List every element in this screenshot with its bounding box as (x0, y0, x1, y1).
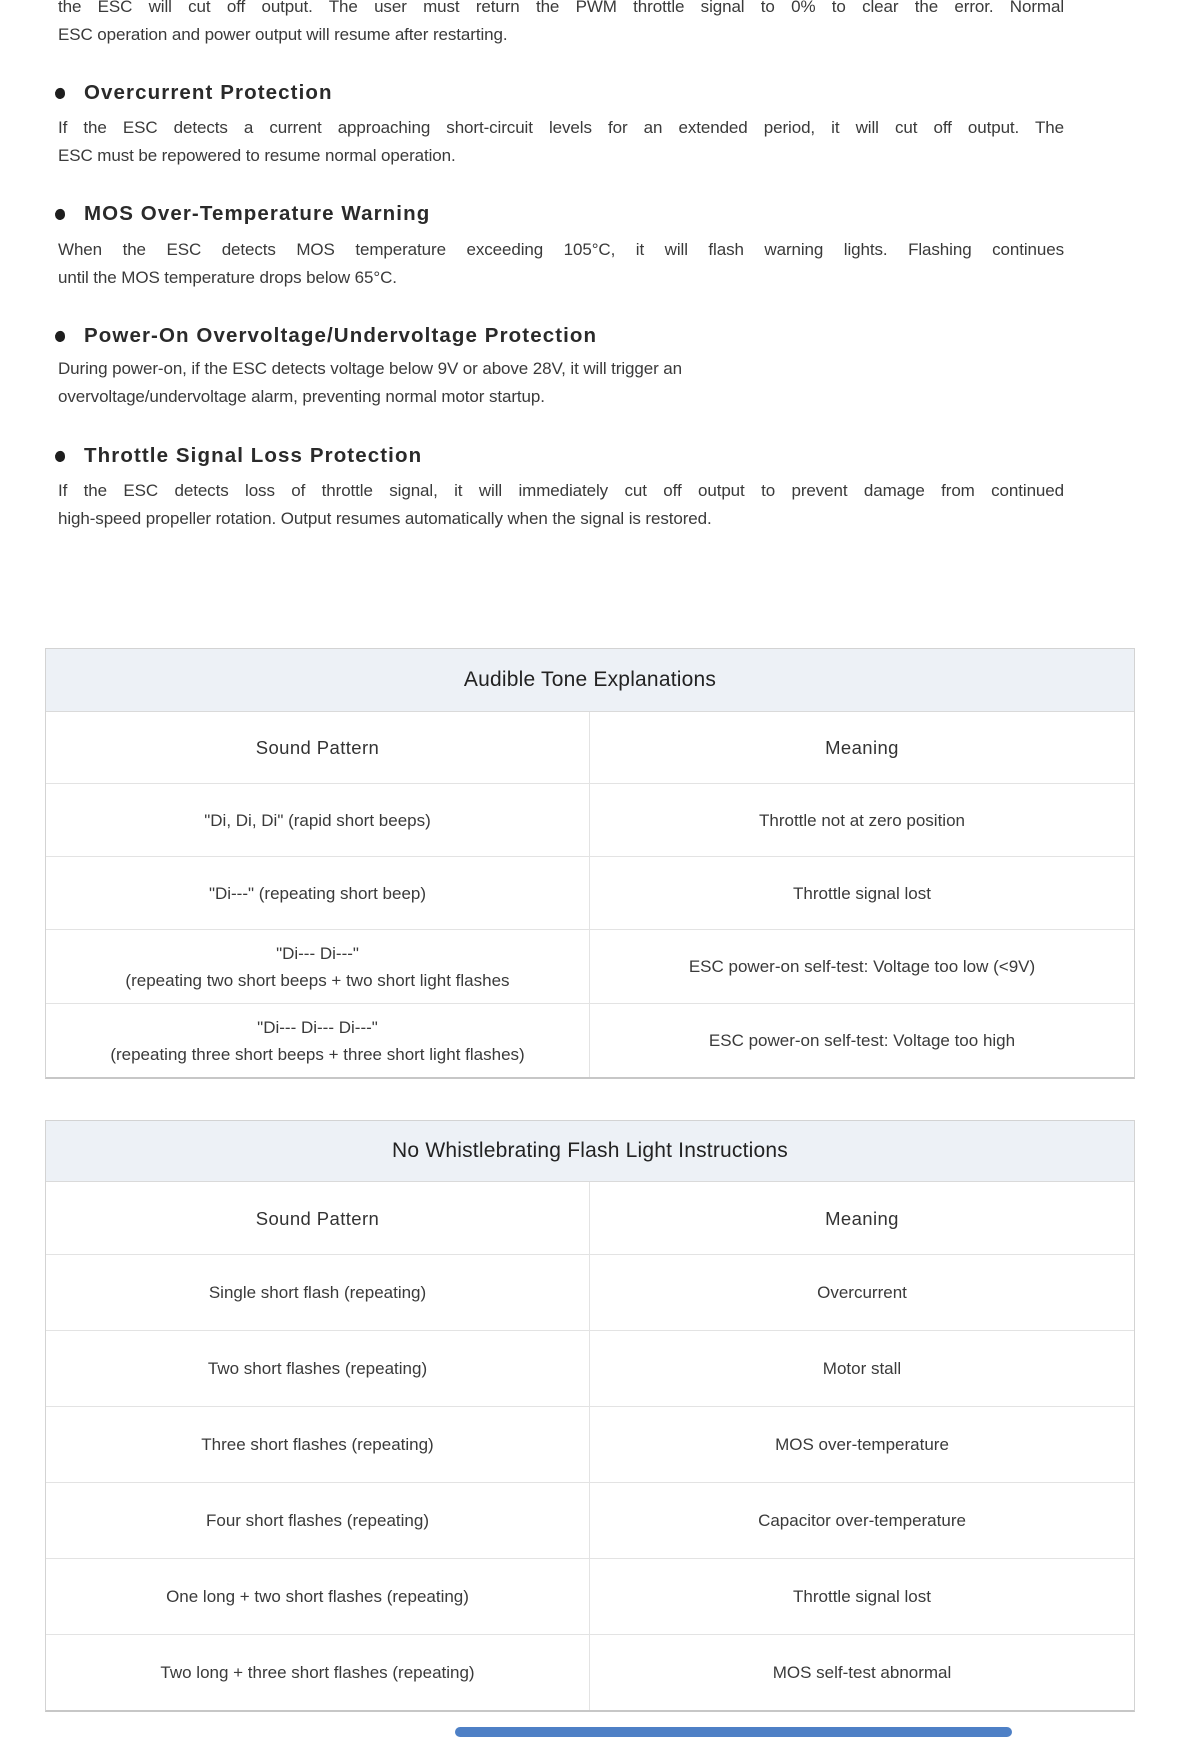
body-line: high-speed propeller rotation. Output resumes automatically when the signal is restored. (58, 509, 712, 528)
section-body-throttle-loss (58, 477, 1064, 533)
column-header-sound-pattern: Sound Pattern (46, 712, 590, 783)
meaning-cell: Throttle signal lost (793, 1587, 931, 1606)
flash-light-table (45, 1120, 1135, 1712)
bottom-blue-bar (455, 1727, 1012, 1737)
column-header-meaning: Meaning (825, 737, 899, 758)
meaning-cell: ESC power-on self-test: Voltage too high (708, 1031, 1016, 1050)
body-line: until the MOS temperature drops below 65°C. (58, 268, 397, 287)
section-body-mos-temp (58, 236, 1064, 292)
table-row (46, 783, 1134, 856)
sound-pattern-cell: Two short flashes (repeating) (46, 1331, 590, 1406)
bullet-icon (54, 208, 65, 220)
table-title: No Whistlebrating Flash Light Instructions (46, 1121, 1134, 1181)
sound-pattern-cell (46, 857, 590, 929)
section-body-overcurrent (58, 114, 1064, 170)
table-row (46, 929, 1134, 1003)
table-row (46, 856, 1134, 929)
sound-pattern-cell (46, 1004, 590, 1077)
table-row (46, 1254, 1134, 1330)
intro-line: the ESC will cut off output. The user must return the PWM throttle signal to 0% to clear the error. Normal (58, 0, 1064, 16)
column-header-sound-pattern: Sound Pattern (46, 1182, 590, 1254)
sound-pattern-cell: Four short flashes (repeating) (46, 1483, 590, 1558)
sound-pattern-line: "Di---" (repeating short beep) (208, 883, 427, 903)
meaning-cell: ESC power-on self-test: Voltage too low (<9V) (688, 957, 1036, 976)
sound-pattern-cell (46, 784, 590, 856)
table-header-row (46, 1181, 1134, 1254)
sound-pattern-cell: Single short flash (repeating) (46, 1255, 590, 1330)
body-line: overvoltage/undervoltage alarm, preventing normal motor startup. (58, 387, 545, 406)
sound-pattern-line: "Di, Di, Di" (rapid short beeps) (204, 810, 431, 830)
section-title: MOS Over-Temperature Warning (84, 202, 431, 225)
bullet-icon (54, 450, 65, 462)
intro-paragraph (58, 0, 1064, 49)
meaning-cell: Capacitor over-temperature (758, 1511, 966, 1530)
body-line: If the ESC detects a current approaching short-circuit levels for an extended period, it will cut off output. The (58, 118, 1064, 137)
table-row (46, 1406, 1134, 1482)
section-heading-throttle-loss (55, 443, 422, 469)
bullet-icon (54, 330, 65, 342)
sound-pattern-line: "Di--- Di---" (276, 943, 359, 963)
intro-line: ESC operation and power output will resume after restarting. (58, 25, 508, 44)
sound-pattern-cell: Two long + three short flashes (repeating) (46, 1635, 590, 1710)
section-title: Throttle Signal Loss Protection (84, 444, 423, 467)
table-row (46, 1003, 1134, 1077)
sound-pattern-cell: One long + two short flashes (repeating) (46, 1559, 590, 1634)
body-line: During power-on, if the ESC detects voltage below 9V or above 28V, it will trigger an (58, 359, 682, 378)
meaning-cell: MOS self-test abnormal (772, 1663, 952, 1682)
meaning-cell: Throttle signal lost (793, 883, 931, 903)
sound-pattern-line: "Di--- Di--- Di---" (257, 1017, 378, 1037)
table-row (46, 1634, 1134, 1710)
section-heading-mos-temp (55, 201, 430, 227)
section-title: Power-On Overvoltage/Undervoltage Protection (84, 324, 598, 347)
table-row (46, 1558, 1134, 1634)
meaning-cell: Motor stall (822, 1359, 902, 1378)
meaning-cell: MOS over-temperature (775, 1435, 949, 1454)
meaning-cell: Throttle not at zero position (758, 810, 965, 830)
body-line: When the ESC detects MOS temperature exceeding 105°C, it will flash warning lights. Flashing continues (58, 240, 1064, 259)
section-body-voltage (58, 355, 1064, 411)
table-row (46, 1330, 1134, 1406)
bullet-icon (54, 87, 65, 99)
meaning-cell: Overcurrent (817, 1283, 907, 1302)
body-line: ESC must be repowered to resume normal operation. (58, 146, 456, 165)
sound-pattern-cell: Three short flashes (repeating) (46, 1407, 590, 1482)
section-heading-voltage (55, 323, 597, 349)
table-row (46, 1482, 1134, 1558)
section-heading-overcurrent (55, 80, 333, 106)
section-title: Overcurrent Protection (84, 81, 333, 104)
table-title: Audible Tone Explanations (46, 649, 1134, 711)
sound-pattern-cell (46, 930, 590, 1003)
sound-pattern-line: (repeating three short beeps + three short light flashes) (110, 1044, 525, 1064)
column-header-meaning: Meaning (825, 1207, 899, 1229)
audible-tone-table (45, 648, 1135, 1079)
sound-pattern-line: (repeating two short beeps + two short light flashes (125, 970, 510, 990)
body-line: If the ESC detects loss of throttle signal, it will immediately cut off output to prevent damage from continued (58, 481, 1064, 500)
table-header-row (46, 711, 1134, 783)
